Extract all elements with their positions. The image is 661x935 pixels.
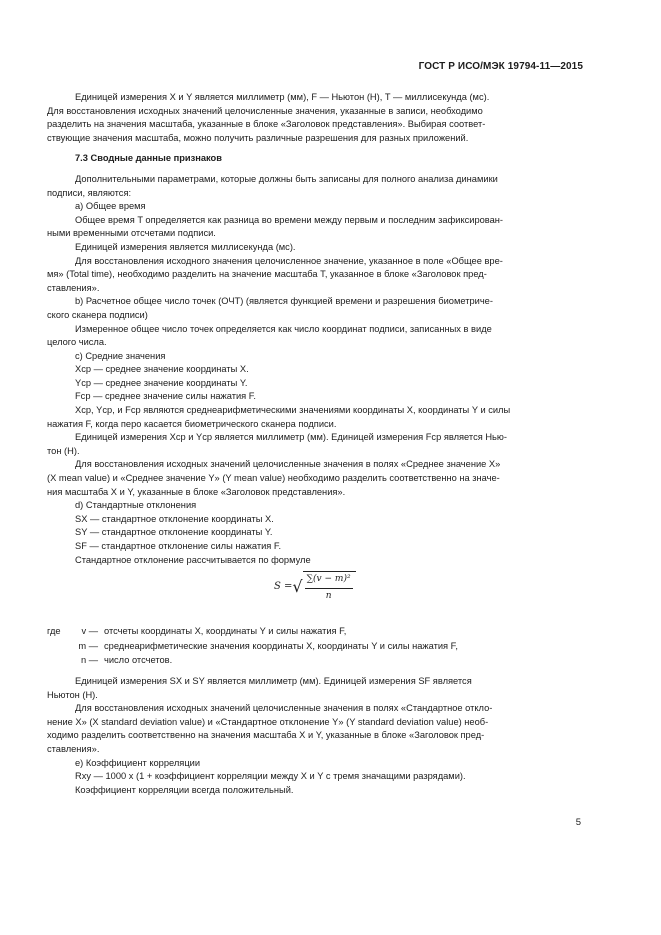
item-d-text: SF — стандартное отклонение силы нажатия F. <box>75 541 282 551</box>
formula-block <box>47 567 584 625</box>
item-c-text: Fср — среднее значение силы нажатия F. <box>75 391 257 402</box>
where-symbol: v — <box>81 626 98 637</box>
item-c-text: Xср — среднее значение координаты X. <box>75 364 249 375</box>
units-intro-line: ствующие значения масштаба, можно получить различные разрешения для разных приложений. <box>47 132 469 143</box>
item-a-text: Общее время T определяется как разница во времени между первым и последним зафиксирован- <box>75 214 504 225</box>
item-c-text: Единицей измерения Xср и Yср является миллиметр (мм). Единицей измерения Fср является Нью- <box>75 432 507 443</box>
item-a-text: мя» (Total time), необходимо разделить на значение масштаба T, указанное в блоке «Заголовок пред- <box>47 269 487 280</box>
item-c-text: тон (Н). <box>47 445 80 456</box>
intro-line: подписи, являются: <box>47 187 132 198</box>
where-symbol: m — <box>78 640 98 651</box>
item-c-label: с) Средние значения <box>75 350 166 361</box>
item-d-units: ходимо разделить соответственно на значения масштаба X и Y, указанные в блоке «Заголовок пред- <box>47 730 485 741</box>
item-d-units: нение X» (X standard deviation value) и «Стандартное отклонение Y» (Y standard deviation value) необ- <box>47 716 489 727</box>
item-a-text: ными временными отсчетами подписи. <box>47 228 216 239</box>
formula-lhs: S = <box>274 581 293 593</box>
item-c-text: нажатия F, когда перо касается биометрического сканера подписи. <box>47 418 337 429</box>
item-b-text: Измеренное общее число точек определяется как число координат подписи, записанных в виде <box>75 323 492 334</box>
units-intro-line: Для восстановления исходных значений целочисленные значения, указанные в записи, необходимо <box>47 105 483 116</box>
formula-denominator: n <box>325 590 332 601</box>
item-c-text: Yср — среднее значение координаты Y. <box>75 377 248 388</box>
where-list <box>47 625 584 668</box>
item-e-label: е) Коэффициент корреляции <box>75 757 201 768</box>
item-d-label: d) Стандартные отклонения <box>75 500 197 511</box>
formula-fraction <box>303 571 356 603</box>
units-intro-line: разделить на значения масштаба, указанные в блоке «Заголовок представления». Выбирая соответ- <box>47 119 486 130</box>
units-intro-line: Единицей измерения X и Y является миллиметр (мм), F — Ньютон (Н), T — миллисекунда (мс). <box>75 92 490 102</box>
item-a-text: Для восстановления исходного значения целочисленное значение, указанное в поле «Общее вре- <box>75 255 503 266</box>
item-d-units: Единицей измерения SX и SY является миллиметр (мм). Единицей измерения SF является <box>75 675 472 686</box>
item-a-label: а) Общее время <box>75 201 146 212</box>
item-c-text: (X mean value) и «Среднее значение Y» (Y mean value) необходимо разделить соответственно на значе- <box>47 473 500 484</box>
where-desc: число отсчетов. <box>104 655 173 666</box>
where-desc: отсчеты координаты X, координаты Y и силы нажатия F, <box>104 626 347 637</box>
page-number: 5 <box>575 817 581 828</box>
item-b-text: целого числа. <box>47 337 107 348</box>
item-a-text: ставления». <box>47 282 100 293</box>
where-symbol: n — <box>80 655 98 666</box>
std-dev-formula <box>274 571 356 603</box>
item-d-units: ставления». <box>47 743 100 754</box>
item-c-text: Для восстановления исходных значений целочисленные значения в полях «Среднее значение X» <box>75 459 501 470</box>
item-d-text: SY — стандартное отклонение координаты Y. <box>75 527 273 538</box>
document-header: ГОСТ Р ИСО/МЭК 19794-11—2015 <box>418 61 583 72</box>
item-d-units: Ньютон (Н). <box>47 689 98 700</box>
where-desc: среднеарифметические значения координаты X, координаты Y и силы нажатия F, <box>104 640 458 651</box>
item-e-text: Коэффициент корреляции всегда положительный. <box>75 784 294 795</box>
where-word: где <box>47 626 61 637</box>
formula-numerator: ∑(v − m)² <box>305 572 353 589</box>
intro-line: Дополнительными параметрами, которые должны быть записаны для полного анализа динамики <box>75 173 498 184</box>
body-text <box>47 91 584 797</box>
item-c-text: Xср, Yср, и Fср являются среднеарифметическими значениями координаты X, координаты Y и силы <box>75 405 511 416</box>
item-a-text: Единицей измерения является миллисекунда (мс). <box>75 241 296 252</box>
item-d-units: Для восстановления исходных значений целочисленные значения в полях «Стандартное откло- <box>75 703 493 714</box>
item-b-text: ского сканера подписи) <box>47 309 148 320</box>
item-e-text: Rxy — 1000 x (1 + коэффициент корреляции между X и Y с тремя значащими разрядами). <box>75 771 466 782</box>
item-c-text: ния масштаба X и Y, указанные в блоке «Заголовок представления». <box>47 486 346 497</box>
section-heading: 7.3 Сводные данные признаков <box>75 153 222 164</box>
item-d-text: SX — стандартное отклонение координаты X. <box>75 513 274 524</box>
item-d-text: Стандартное отклонение рассчитывается по формуле <box>75 554 311 565</box>
sqrt-icon: √ <box>292 577 303 597</box>
item-b-text: b) Расчетное общее число точек (ОЧТ) (является функцией времени и разрешения биометриче- <box>75 296 493 307</box>
